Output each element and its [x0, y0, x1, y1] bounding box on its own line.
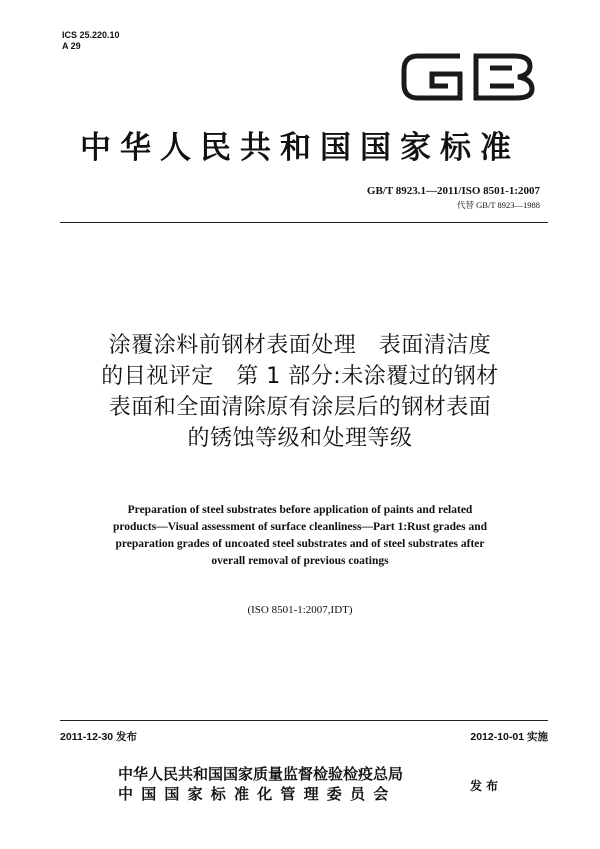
english-title: [0, 502, 600, 570]
standard-number: GB/T 8923.1—2011/ISO 8501-1:2007: [366, 185, 540, 197]
chinese-title-line: 表面和全面清除原有涂层后的钢材表面: [108, 395, 492, 420]
issue-date: 2011-12-30 发布: [60, 731, 138, 743]
issuer-aqsiq: 中华人民共和国国家质量监督检验检疫总局: [118, 765, 404, 783]
chinese-title-line: 的目视评定 第 1 部分:未涂覆过的钢材: [101, 364, 499, 389]
gb-logo: [398, 42, 538, 112]
replaces-standard: 代替 GB/T 8923—1988: [457, 200, 540, 210]
issuer-sac: 中国国家标准化管理委员会: [118, 785, 397, 803]
chinese-title-line: 的锈蚀等级和处理等级: [187, 426, 413, 451]
footer-divider: [60, 720, 548, 721]
english-title-line: products—Visual assessment of surface cleanliness—Part 1:Rust grades and: [112, 521, 488, 533]
publish-label: 发布: [470, 779, 503, 793]
issuing-authorities: [118, 764, 403, 804]
header-divider: [60, 222, 548, 223]
implementation-date: 2012-10-01 实施: [470, 731, 548, 743]
ics-code: ICS 25.220.10: [62, 30, 120, 40]
english-title-line: preparation grades of uncoated steel substrates and of steel substrates after: [115, 538, 485, 550]
ccs-code: A 29: [62, 41, 81, 51]
english-title-line: Preparation of steel substrates before application of paints and related: [127, 504, 473, 516]
chinese-title: [0, 330, 600, 454]
iso-equivalence: (ISO 8501-1:2007,IDT): [247, 604, 353, 616]
classification-codes: [62, 30, 120, 52]
english-title-line: overall removal of previous coatings: [211, 555, 389, 567]
standard-category-title: 中华人民共和国国家标准: [80, 130, 520, 166]
chinese-title-line: 涂覆涂料前钢材表面处理 表面清洁度: [108, 333, 492, 358]
